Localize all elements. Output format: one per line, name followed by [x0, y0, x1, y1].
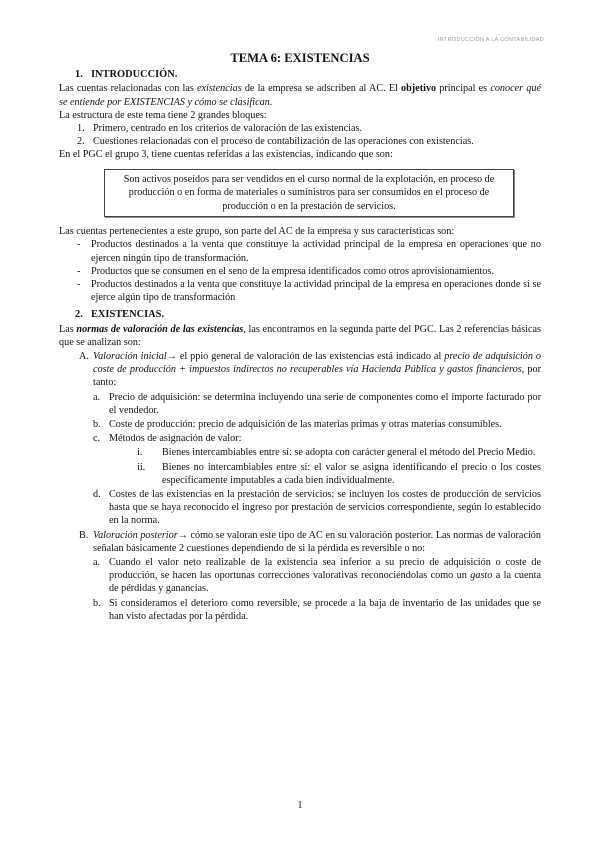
list-item [59, 135, 541, 148]
dash-item [59, 278, 541, 304]
list-marker: B. [79, 529, 89, 541]
list-marker: d. [93, 488, 101, 500]
list-item-text: Si consideramos el deterioro como reversible, se procede a la baja de inventario de las unidades que se han visto afectadas por la pérdida. [109, 597, 541, 622]
dash-item-text: Productos que se consumen en el seno de la empresa identificados como otros aprovisionamientos. [91, 265, 494, 277]
list-item [59, 391, 541, 417]
text-run: Cuando el valor neto realizable de la existencia sea inferior a su precio de adquisición o coste de producción, se hacen las oportunas correcciones valorativas reconociéndolas como un [109, 557, 541, 582]
section-title: EXISTENCIAS. [91, 309, 165, 321]
page-title: TEMA 6: EXISTENCIAS [230, 51, 370, 65]
dash-item [59, 238, 541, 264]
list-item [59, 488, 541, 528]
list-item-text [93, 529, 541, 555]
paragraph-pgc: En el PGC el grupo 3, tiene cuentas referidas a las existencias, indicando que son: [59, 149, 393, 161]
list-item-text: Bienes no intercambiables entre sí: el valor se asigna identificando el precio o los costes específicamente imputables a cada bien individualmente. [162, 461, 541, 486]
section-heading-existencias [75, 308, 541, 321]
paragraph-intro [59, 82, 541, 108]
list-item [59, 418, 541, 431]
text-run: , las encontramos en la segunda parte del PGC. Las 2 referencias básicas que se analizan son: [59, 323, 542, 348]
numbered-list [59, 122, 541, 148]
arrow-glyph: → [177, 529, 188, 541]
section-title: INTRODUCCIÓN. [91, 69, 178, 81]
text-run: precio de adquisición o coste de producción + impuestos indirectos no recuperables vía Hacienda Pública y gastos financieros [93, 350, 541, 376]
list-item-text: Precio de adquisición: se determina incluyendo una serie de componentes como el importe facturado por el vendedor. [109, 391, 541, 416]
list-item-valoracion-inicial [59, 350, 541, 390]
page-content [59, 52, 541, 623]
text-run: Las cuentas relacionadas con las [59, 83, 197, 95]
text-run: Valoración posterior [93, 529, 178, 541]
section-number: 1. [75, 69, 83, 81]
list-item [59, 432, 541, 445]
dash-item [59, 265, 541, 278]
text-run: principal es [436, 83, 491, 95]
list-marker: a. [93, 391, 101, 403]
text-run: Valoración inicial [93, 350, 167, 362]
list-item-text: Primero, centrado en los criterios de valoración de las existencias. [93, 123, 363, 135]
text-run: de la empresa se adscriben al AC. El [241, 83, 402, 95]
list-marker: i. [137, 447, 143, 459]
dash-marker: - [77, 278, 81, 290]
list-item-text: Cuestiones relacionadas con el proceso de contabilización de las operaciones con existencias. [93, 136, 474, 148]
text-run: normas de valoración de las existencias [76, 323, 244, 335]
list-item [59, 446, 541, 459]
list-item [59, 556, 541, 596]
definition-box: Son activos poseídos para ser vendidos en el curso normal de la explotación, en proceso de producción o en forma de materiales o suministros para ser consumidos en el proceso de producción o en la prestación de servicios. [104, 169, 514, 218]
list-marker: b. [93, 418, 101, 430]
list-marker: 1. [77, 123, 85, 135]
list-item-text [93, 350, 541, 390]
text-run: conocer qué se entiende por EXISTENCIAS y cómo se clasifican [59, 83, 541, 108]
list-item-text: Bienes intercambiables entre sí: se adopta con carácter general el método del Precio Medio. [162, 447, 536, 459]
list-marker: ii. [137, 461, 146, 473]
section-number: 2. [75, 309, 83, 321]
dash-item-text: Productos destinados a la venta que constituye la actividad principal de la empresa en operaciones que no ejercen ningún tipo de transformación. [91, 239, 541, 264]
list-item [59, 461, 541, 487]
arrow-glyph: → [166, 350, 177, 362]
text-run: Las [59, 323, 77, 335]
list-item-text: Coste de producción: precio de adquisición de las materias primas y otras materias consumibles. [109, 418, 502, 430]
list-item [59, 122, 541, 135]
text-run: gasto [470, 570, 493, 582]
list-marker: c. [93, 433, 101, 445]
list-marker: b. [93, 597, 101, 609]
text-run: objetivo [401, 83, 437, 95]
list-marker: a. [93, 557, 101, 568]
dash-marker: - [77, 265, 81, 277]
text-run: . [269, 96, 273, 108]
list-marker: A. [79, 350, 89, 362]
list-item [59, 597, 541, 623]
list-item-text: Métodos de asignación de valor: [109, 433, 242, 445]
list-item-text [109, 556, 541, 596]
paragraph-structure: La estructura de este tema tiene 2 grandes bloques: [59, 109, 267, 121]
text-run: , por tanto: [93, 364, 541, 389]
running-header: INTRODUCCIÓN A LA CONTABILIDAD [437, 37, 544, 43]
section-heading-introduccion [75, 68, 541, 81]
paragraph-normas [59, 323, 541, 349]
list-marker: 2. [77, 136, 85, 148]
dash-marker: - [77, 239, 81, 251]
list-item-text: Costes de las existencias en la prestación de servicios: se incluyen los costes de producción de servicios hasta que se haya reconocido el ingreso por prestación de servicios correspondiente, según lo establecido en la norma. [109, 488, 541, 527]
text-run: existencias [196, 83, 242, 95]
paragraph-characteristics: Las cuentas pertenecientes a este grupo, son parte del AC de la empresa y sus características son: [59, 226, 455, 238]
page-number: 1 [297, 800, 303, 811]
dash-item-text: Productos destinados a la venta que constituye la actividad principal de la empresa en operaciones donde sí se ejerce algún tipo de transformación [91, 278, 541, 304]
text-run: a la cuenta de pérdidas y ganancias. [109, 570, 541, 595]
list-item-valoracion-posterior [59, 529, 541, 555]
text-run: el ppio general de valoración de las existencias está indicado al [176, 350, 445, 362]
text-run: cómo se valoran este tipo de AC en su valoración posterior. Las normas de valoración señalan básicamente 2 cuestiones dependiendo de si la pérdida es reversible o no: [93, 529, 541, 554]
